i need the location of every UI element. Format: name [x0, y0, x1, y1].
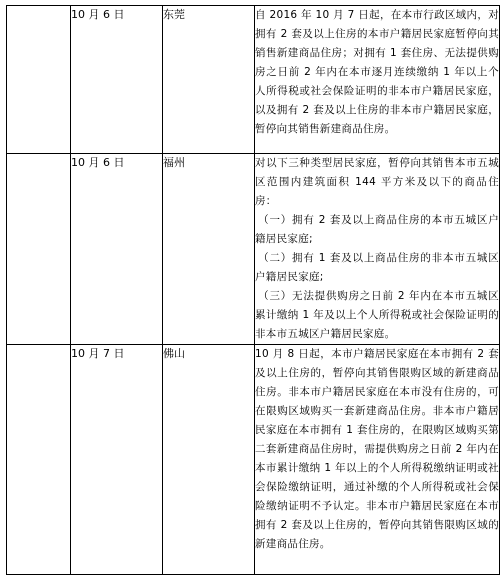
table-row	[7, 345, 500, 575]
policy-paragraph: （三）无法提供购房之日前 2 年内在本市五城区累计缴纳 1 年及以上个人所得税或社会保险证明的非本市五城区户籍居民家庭。	[255, 290, 499, 340]
table-row	[7, 154, 500, 345]
blank-cell	[7, 6, 71, 154]
policy-paragraph: （一）拥有 2 套及以上商品住房的本市五城区户籍居民家庭;	[255, 214, 499, 245]
policy-table	[6, 5, 500, 575]
policy-cell	[255, 345, 500, 575]
policy-paragraph: （二）拥有 1 套及以上商品住房的非本市五城区户籍居民家庭;	[255, 252, 499, 283]
policy-paragraph: 10 月 8 日起，本市户籍居民家庭在本市拥有 2 套及以上住房的，暂停向其销售限购区域的新建商品住房。非本市户籍居民家庭在本市没有住房的，可在限购区域购买一套新建商品住房。非本市户籍居民家庭在本市拥有 1 套住房的，在限购区域购买第二套新建商品住房时，需提供购房之日前 2 年内在本市累计缴纳 1 年以上的个人所得税缴纳证明或社会保险缴纳证明，通过补缴的个人所得税或社会保险缴纳证明不予认定。非本市户籍居民家庭在本市拥有 2 套及以上住房的，暂停向其销售限购区域的新建商品住房。	[255, 348, 499, 550]
city-cell: 东莞	[163, 6, 255, 154]
policy-cell	[255, 154, 500, 345]
blank-cell	[7, 345, 71, 575]
city-cell: 福州	[163, 154, 255, 345]
table-row	[7, 6, 500, 154]
policy-cell	[255, 6, 500, 154]
policy-paragraph: 自 2016 年 10 月 7 日起，在本市行政区域内，对拥有 2 套及以上住房的本市户籍居民家庭暂停向其销售新建商品住房；对拥有 1 套住房、无法提供购房之日前 2 年内在本市逐月连续缴纳 1 年以上个人所得税或社会保险证明的非本市户籍居民家庭，以及拥有 2 套及以上住房的非本市户籍居民家庭，暂停向其销售新建商品住房。	[255, 9, 499, 135]
city-cell: 佛山	[163, 345, 255, 575]
date-cell: 10 月 6 日	[71, 6, 163, 154]
policy-paragraph: 对以下三种类型居民家庭，暂停向其销售本市五城区范围内建筑面积 144 平方米及以下的商品住房：	[255, 157, 499, 207]
date-cell: 10 月 7 日	[71, 345, 163, 575]
blank-cell	[7, 154, 71, 345]
date-cell: 10 月 6 日	[71, 154, 163, 345]
